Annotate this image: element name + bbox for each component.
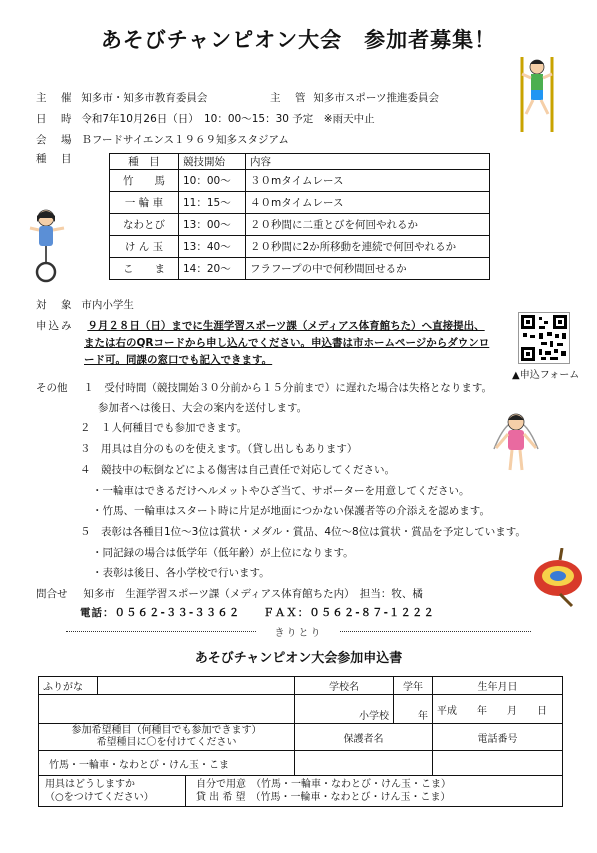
event-time: 10：00〜	[179, 170, 246, 192]
other-item: ３ 用具は自分のものを使えます。（貸し出しもあります）	[80, 443, 358, 455]
event-wish-label-2: 希望種目に〇を付けてください	[96, 737, 237, 748]
other-item: ・表彰は後日、各小学校で行います。	[92, 567, 270, 579]
events-header-time: 競技開始	[179, 154, 246, 170]
equipment-label-1: 用具はどうしますか	[45, 779, 135, 790]
table-row	[110, 214, 490, 236]
table-row	[110, 236, 490, 258]
event-name: け ん 玉	[110, 236, 179, 258]
qr-caption: ▲申込フォーム	[512, 370, 580, 381]
date-label: 日 時	[36, 113, 74, 125]
qr-code[interactable]	[518, 312, 570, 364]
equipment-row	[39, 776, 563, 807]
table-row	[110, 258, 490, 280]
phone-field[interactable]	[433, 751, 563, 776]
grade-suffix: 年	[418, 711, 428, 722]
stilt-walker-illustration	[512, 52, 562, 134]
other-item: ４ 競技中の転倒などによる傷害は自己責任で対応してください。	[80, 464, 395, 476]
venue-row	[36, 132, 289, 147]
equipment-own[interactable]: 自分で用意 （竹馬・一輪車・なわとび・けん玉・こま）	[196, 779, 451, 790]
spinning-top-illustration	[532, 548, 588, 608]
qr-code-pattern-icon	[519, 313, 569, 363]
date-value: 令和7年10月26日（日） 10：00〜15：30 予定 ※雨天中止	[81, 113, 375, 125]
guardian-field[interactable]	[295, 751, 433, 776]
other-item: ・一輪車はできるだけヘルメットやひざ当て、サポーターを用意してください。	[92, 485, 470, 497]
equipment-options[interactable]	[186, 776, 461, 806]
event-choice-list: 竹馬・一輪車・なわとび・けん玉・こま	[49, 759, 229, 771]
school-label: 学校名	[295, 677, 394, 695]
date-row	[36, 111, 375, 126]
other-item: ２ １人何種目でも参加できます。	[80, 422, 248, 434]
event-time: 14：20〜	[179, 258, 246, 280]
target-row	[36, 297, 134, 312]
other-label: その他	[36, 382, 68, 394]
events-header-row	[110, 154, 490, 170]
table-row	[110, 170, 490, 192]
event-name: 竹 馬	[110, 170, 179, 192]
manager-label: 主 管	[270, 92, 308, 104]
other-item: 参加者へは後日、大会の案内を送付します。	[98, 402, 308, 414]
other-item: ・竹馬、一輪車はスタート時に片足が地面につかない保護者等の介添えを認めます。	[92, 505, 490, 517]
event-wish-label-1: 参加希望種目（何種目でも参加できます）	[71, 725, 262, 736]
guardian-label: 保護者名	[295, 724, 433, 751]
events-label-row	[36, 151, 78, 166]
venue-label: 会 場	[36, 134, 74, 146]
school-field[interactable]	[295, 695, 394, 724]
jump-rope-girl-illustration	[490, 404, 542, 476]
contact-label: 問合せ	[36, 588, 68, 600]
events-header-name: 種 目	[110, 154, 179, 170]
contact-row	[36, 586, 423, 601]
target-value: 市内小学生	[81, 299, 134, 311]
equipment-label	[39, 776, 186, 806]
manager-value: 知多市スポーツ推進委員会	[313, 92, 439, 104]
furigana-label: ふりがな	[39, 677, 98, 695]
application-label: 申込み	[36, 320, 74, 332]
organizer-row	[36, 90, 439, 105]
equipment-rental[interactable]: 貸 出 希 望 （竹馬・一輪車・なわとび・けん玉・こま）	[196, 792, 451, 803]
event-wish-label	[39, 724, 295, 751]
other-item: ・同記録の場合は低学年（低年齢）が上位になります。	[92, 547, 354, 559]
event-desc: ２０秒間に2か所移動を連続で何回やれるか	[246, 236, 490, 258]
event-name: なわとび	[110, 214, 179, 236]
grade-label: 学年	[394, 677, 433, 695]
page-title: あそびチャンピオン大会 参加者募集！	[100, 28, 497, 52]
event-desc: ４０mタイムレース	[246, 192, 490, 214]
unicycle-girl-illustration	[28, 206, 74, 286]
event-desc: ２０秒間に二重とびを何回やれるか	[246, 214, 490, 236]
event-choice-field[interactable]	[39, 751, 295, 776]
event-desc: フラフープの中で何秒間回せるか	[246, 258, 490, 280]
application-text-2: または右のQRコードから申し込んでください。申込書は市ホームページからダウンロ	[84, 337, 490, 349]
organizer-label: 主 催	[36, 92, 74, 104]
form-title: あそびチャンピオン大会参加申込書	[194, 651, 403, 666]
birthdate-label: 生年月日	[433, 677, 563, 695]
grade-field[interactable]	[394, 695, 433, 724]
events-header-desc: 内容	[246, 154, 490, 170]
event-desc: ３０mタイムレース	[246, 170, 490, 192]
organizer-value: 知多市・知多市教育委員会	[81, 92, 208, 104]
cut-line-right	[340, 631, 531, 632]
cut-label-text: きりとり	[265, 628, 333, 639]
event-time: 13：00〜	[179, 214, 246, 236]
application-text-1: ９月２８日（日）までに生涯学習スポーツ課（メディアス体育館ちた）へ直接提出、	[87, 320, 485, 332]
name-field[interactable]	[39, 695, 295, 724]
event-time: 13：40〜	[179, 236, 246, 258]
application-form	[38, 676, 563, 807]
equipment-label-2: （○をつけてください）	[45, 792, 154, 803]
furigana-field[interactable]	[98, 677, 295, 695]
other-item: ５ 表彰は各種目1位〜3位は賞状・メダル・賞品、4位〜8位は賞状・賞品を予定しています。	[80, 526, 526, 538]
contact-phone: 電話：０５６２-３３-３３６２ ＦＡＸ：０５６２-８７-１２２２	[80, 607, 435, 619]
school-suffix: 小学校	[359, 711, 389, 722]
other-item: １ 受付時間（競技開始３０分前から１５分前まで）に遅れた場合は失格となります。	[83, 382, 493, 394]
target-label: 対 象	[36, 299, 74, 311]
event-time: 11：15〜	[179, 192, 246, 214]
birthdate-field[interactable]	[433, 695, 563, 724]
application-text-3: ード可。同課の窓口でも記入できます。	[84, 354, 273, 366]
birthdate-format: 平成 年 月 日	[437, 705, 547, 717]
event-name: 一 輪 車	[110, 192, 179, 214]
application-row	[36, 318, 485, 333]
contact-value: 知多市 生涯学習スポーツ課（メディアス体育館ちた内） 担当：牧、橘	[83, 588, 423, 600]
other-row	[36, 380, 492, 395]
events-table	[109, 153, 490, 280]
venue-value: Ｂフードサイエンス１９６９知多スタジアム	[81, 134, 289, 146]
events-label: 種 目	[36, 153, 74, 165]
table-row	[110, 192, 490, 214]
event-name: こ ま	[110, 258, 179, 280]
phone-label: 電話番号	[433, 724, 563, 751]
